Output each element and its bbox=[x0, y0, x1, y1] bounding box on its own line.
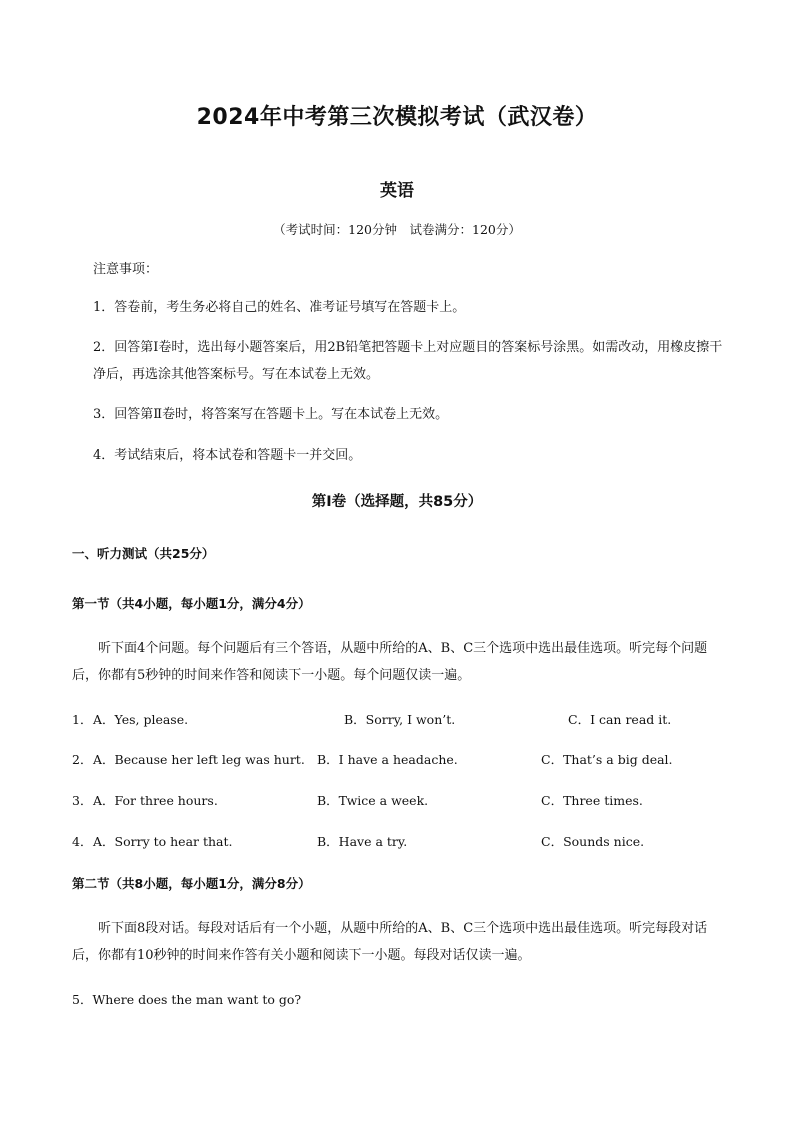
sub2-instruction: 听下面8段对话。每段对话后有一个小题，从题中所给的A、B、C三个选项中选出最佳选项。听完每段对话后，你都有10秒钟的时间来作答有关小题和阅读下一小题。每段对话仅读一遍。 bbox=[72, 921, 708, 963]
notice-item-1: 1．答卷前，考生务必将自己的姓名、准考证号填写在答题卡上。 bbox=[93, 300, 466, 315]
subject-title: 英语 bbox=[380, 181, 414, 201]
exam-info: （考试时间：120分钟 试卷满分：120分） bbox=[273, 222, 521, 237]
option-b: B．I have a headache. bbox=[317, 752, 458, 767]
option-c: C．I can read it. bbox=[568, 712, 672, 727]
notice-item-3: 3．回答第Ⅱ卷时，将答案写在答题卡上。写在本试卷上无效。 bbox=[93, 407, 449, 422]
notice-heading: 注意事项： bbox=[93, 262, 159, 277]
question-5: 5．Where does the man want to go? bbox=[72, 992, 302, 1007]
notice-item-4: 4．考试结束后，将本试卷和答题卡一并交回。 bbox=[93, 448, 362, 463]
option-a: A．Yes, please. bbox=[93, 712, 189, 727]
question-number: 4． bbox=[72, 834, 93, 849]
section-listening-title: 一、听力测试（共25分） bbox=[72, 546, 215, 561]
part1-title: 第Ⅰ卷（选择题，共85分） bbox=[311, 494, 483, 510]
option-c: C．Sounds nice. bbox=[541, 834, 645, 849]
sub1-title: 第一节（共4小题，每小题1分，满分4分） bbox=[72, 596, 311, 611]
notice-item-2: 2．回答第Ⅰ卷时，选出每小题答案后，用2B铅笔把答题卡上对应题目的答案标号涂黑。如需改动，用橡皮擦干净后，再选涂其他答案标号。写在本试卷上无效。 bbox=[93, 340, 723, 382]
option-a: A．Because her left leg was hurt. bbox=[93, 752, 305, 767]
sub2-title: 第二节（共8小题，每小题1分，满分8分） bbox=[72, 876, 311, 891]
option-b: B．Twice a week. bbox=[317, 793, 429, 808]
question-number: 3． bbox=[72, 793, 93, 808]
option-c: C．That’s a big deal. bbox=[541, 752, 673, 767]
option-c: C．Three times. bbox=[541, 793, 643, 808]
option-a: A．Sorry to hear that. bbox=[93, 834, 233, 849]
question-number: 2． bbox=[72, 752, 93, 767]
sub1-instruction: 听下面4个问题。每个问题后有三个答语，从题中所给的A、B、C三个选项中选出最佳选项。听完每个问题后，你都有5秒钟的时间来作答和阅读下一小题。每个问题仅读一遍。 bbox=[72, 641, 708, 683]
exam-title: 2024年中考第三次模拟考试（武汉卷） bbox=[196, 105, 598, 130]
option-a: A．For three hours. bbox=[93, 793, 218, 808]
option-b: B．Have a try. bbox=[317, 834, 408, 849]
question-number: 1． bbox=[72, 712, 93, 727]
option-b: B．Sorry, I won’t. bbox=[344, 712, 456, 727]
